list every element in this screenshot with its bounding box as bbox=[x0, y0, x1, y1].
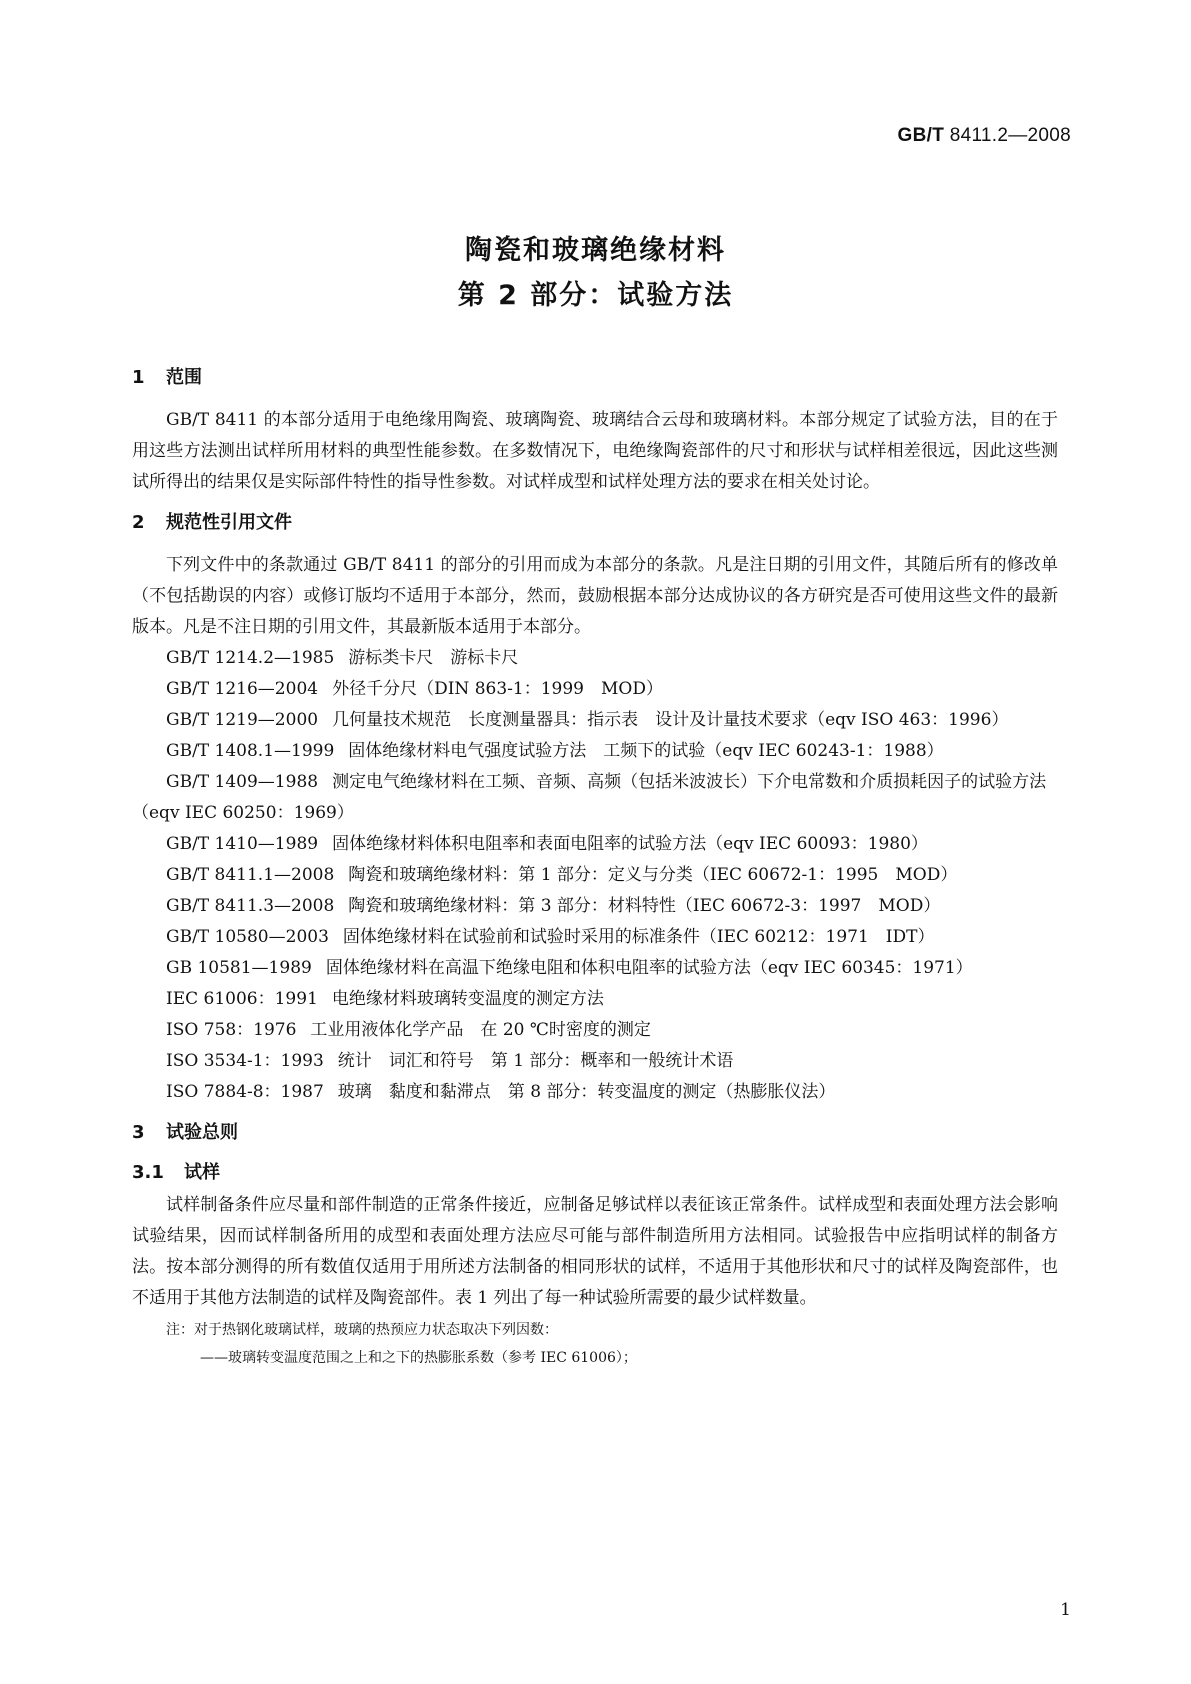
normative-references-list bbox=[132, 643, 1058, 1108]
reference-code: GB/T 8411.3—2008 bbox=[166, 896, 335, 916]
reference-title: 游标类卡尺 游标卡尺 bbox=[348, 648, 519, 668]
section-3-1-paragraph: 试样制备条件应尽量和部件制造的正常条件接近，应制备足够试样以表征该正常条件。试样成型和表面处理方法会影响试验结果，因而试样制备所用的成型和表面处理方法应尽可能与部件制造所用方法相同。试验报告中应指明试样的制备方法。按本部分测得的所有数值仅适用于用所述方法制备的相同形状的试样，不适用于其他形状和尺寸的试样及陶瓷部件，也不适用于其他方法制造的试样及陶瓷部件。表 1 列出了每一种试验所需要的最少试样数量。 bbox=[132, 1195, 1058, 1308]
reference-code: ISO 7884-8：1987 bbox=[166, 1082, 324, 1102]
section-1-number: 1 bbox=[132, 367, 145, 388]
section-3-1-title: 试样 bbox=[184, 1162, 220, 1183]
reference-code: GB/T 8411.1—2008 bbox=[166, 865, 335, 885]
reference-title: 固体绝缘材料在试验前和试验时采用的标准条件（IEC 60212：1971 IDT） bbox=[342, 927, 935, 947]
reference-title: 几何量技术规范 长度测量器具：指示表 设计及计量技术要求（eqv ISO 463：1996） bbox=[332, 710, 1009, 730]
reference-title: 固体绝缘材料体积电阻率和表面电阻率的试验方法（eqv IEC 60093：1980） bbox=[332, 834, 928, 854]
reference-item bbox=[132, 953, 1058, 984]
reference-code: GB/T 1410—1989 bbox=[166, 834, 319, 854]
page-number: 1 bbox=[1060, 1600, 1071, 1620]
section-3-heading bbox=[132, 1120, 1058, 1146]
title-line-2: 第 2 部分：试验方法 bbox=[457, 280, 734, 311]
section-3-1-number: 3.1 bbox=[132, 1162, 164, 1183]
title-line-1: 陶瓷和玻璃绝缘材料 bbox=[465, 235, 726, 266]
reference-code: ISO 758：1976 bbox=[166, 1020, 297, 1040]
reference-title: 统计 词汇和符号 第 1 部分：概率和一般统计术语 bbox=[337, 1051, 734, 1071]
reference-code: GB/T 1219—2000 bbox=[166, 710, 319, 730]
reference-item bbox=[132, 860, 1058, 891]
reference-title: 测定电气绝缘材料在工频、音频、高频（包括米波波长）下介电常数和介质损耗因子的试验方法（eqv IEC 60250：1969） bbox=[132, 772, 1047, 823]
reference-title: 陶瓷和玻璃绝缘材料：第 3 部分：材料特性（IEC 60672-3：1997 MOD） bbox=[348, 896, 941, 916]
reference-title: 固体绝缘材料在高温下绝缘电阻和体积电阻率的试验方法（eqv IEC 60345：1971） bbox=[325, 958, 973, 978]
section-3-1-heading bbox=[132, 1160, 1058, 1186]
reference-item bbox=[132, 767, 1058, 829]
section-3-title: 试验总则 bbox=[166, 1122, 238, 1143]
reference-title: 电绝缘材料玻璃转变温度的测定方法 bbox=[331, 989, 604, 1009]
reference-code: IEC 61006：1991 bbox=[166, 989, 318, 1009]
reference-item bbox=[132, 643, 1058, 674]
section-2-number: 2 bbox=[132, 512, 145, 533]
reference-code: GB/T 10580—2003 bbox=[166, 927, 329, 947]
reference-code: GB/T 1409—1988 bbox=[166, 772, 319, 792]
reference-code: GB/T 1216—2004 bbox=[166, 679, 319, 699]
standard-code bbox=[898, 125, 1071, 147]
document-body bbox=[132, 365, 1058, 1372]
reference-code: GB/T 1214.2—1985 bbox=[166, 648, 335, 668]
section-1-title: 范围 bbox=[166, 367, 202, 388]
note-item: ——玻璃转变温度范围之上和之下的热膨胀系数（参考 IEC 61006）； bbox=[200, 1350, 637, 1366]
reference-item bbox=[132, 829, 1058, 860]
reference-item bbox=[132, 1015, 1058, 1046]
document-title bbox=[0, 228, 1191, 318]
standard-number: 8411.2—2008 bbox=[949, 125, 1071, 146]
section-3-number: 3 bbox=[132, 1122, 145, 1143]
reference-title: 陶瓷和玻璃绝缘材料：第 1 部分：定义与分类（IEC 60672-1：1995 MOD） bbox=[348, 865, 958, 885]
reference-title: 工业用液体化学产品 在 20 ℃时密度的测定 bbox=[310, 1020, 651, 1040]
reference-code: GB/T 1408.1—1999 bbox=[166, 741, 335, 761]
reference-item bbox=[132, 705, 1058, 736]
reference-title: 外径千分尺（DIN 863-1：1999 MOD） bbox=[332, 679, 663, 699]
reference-item bbox=[132, 984, 1058, 1015]
reference-code: ISO 3534-1：1993 bbox=[166, 1051, 324, 1071]
reference-code: GB 10581—1989 bbox=[166, 958, 312, 978]
note: 注：对于热钢化玻璃试样，玻璃的热预应力状态取决下列因数： bbox=[166, 1322, 558, 1338]
reference-item bbox=[132, 1046, 1058, 1077]
reference-item bbox=[132, 1077, 1058, 1108]
section-2-heading bbox=[132, 510, 1058, 536]
reference-title: 固体绝缘材料电气强度试验方法 工频下的试验（eqv IEC 60243-1：1988） bbox=[348, 741, 944, 761]
section-2-paragraph: 下列文件中的条款通过 GB/T 8411 的部分的引用而成为本部分的条款。凡是注日期的引用文件，其随后所有的修改单（不包括勘误的内容）或修订版均不适用于本部分，然而，鼓励根据本部分达成协议的各方研究是否可使用这些文件的最新版本。凡是不注日期的引用文件，其最新版本适用于本部分。 bbox=[132, 555, 1058, 637]
section-2-title: 规范性引用文件 bbox=[166, 512, 292, 533]
reference-item bbox=[132, 922, 1058, 953]
standard-prefix: GB/T bbox=[897, 125, 945, 146]
reference-title: 玻璃 黏度和黏滞点 第 8 部分：转变温度的测定（热膨胀仪法） bbox=[337, 1082, 836, 1102]
reference-item bbox=[132, 674, 1058, 705]
reference-item bbox=[132, 736, 1058, 767]
section-1-heading bbox=[132, 365, 1058, 391]
section-1-paragraph: GB/T 8411 的本部分适用于电绝缘用陶瓷、玻璃陶瓷、玻璃结合云母和玻璃材料。本部分规定了试验方法，目的在于用这些方法测出试样所用材料的典型性能参数。在多数情况下，电绝缘陶瓷部件的尺寸和形状与试样相差很远，因此这些测试所得出的结果仅是实际部件特性的指导性参数。对试样成型和试样处理方法的要求在相关处讨论。 bbox=[132, 410, 1058, 492]
reference-item bbox=[132, 891, 1058, 922]
